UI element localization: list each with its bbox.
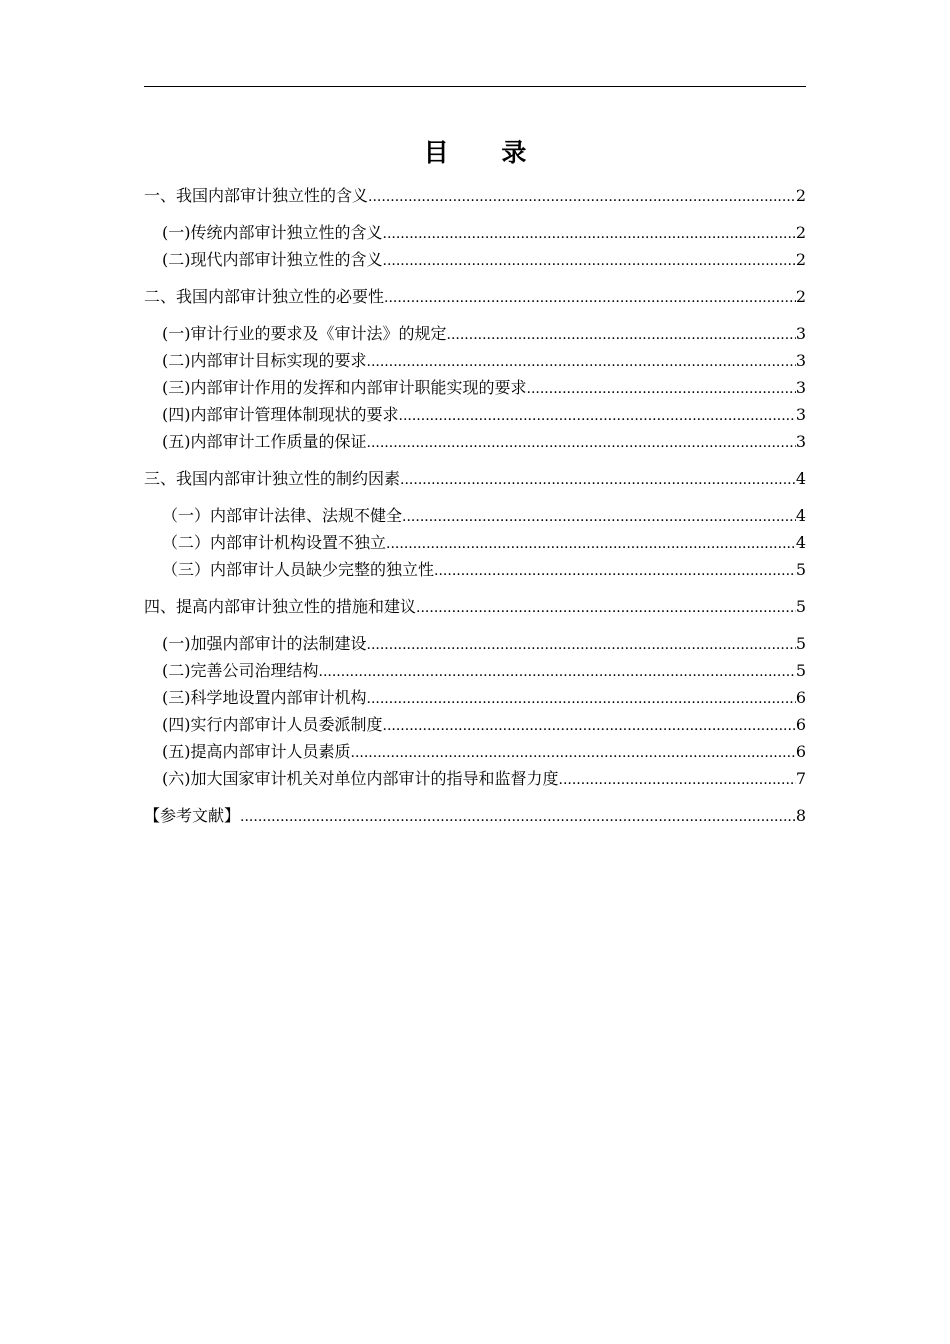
toc-leader-dots — [400, 468, 796, 493]
toc-leader-dots — [559, 768, 796, 793]
toc-page-number: 5 — [795, 634, 806, 653]
toc-leader-dots — [447, 323, 796, 348]
toc-leader-dots — [367, 633, 796, 658]
toc-page-number: 3 — [795, 351, 806, 370]
toc-entry-label: (二)完善公司治理结构 — [162, 661, 319, 680]
toc-leader-dots — [386, 532, 796, 557]
toc-page-number: 4 — [795, 469, 806, 488]
toc-entry[interactable] — [144, 658, 806, 685]
toc-entry[interactable] — [144, 348, 806, 375]
toc-entry-label: 三、我国内部审计独立性的制约因素 — [144, 469, 401, 488]
toc-entry-label: (三)科学地设置内部审计机构 — [162, 688, 367, 707]
toc-entry-label: （二）内部审计机构设置不独立 — [162, 533, 387, 552]
toc-page-number: 2 — [795, 287, 806, 306]
toc-page-number: 6 — [795, 742, 806, 761]
toc-entry-label: (一)传统内部审计独立性的含义 — [162, 223, 383, 242]
toc-page-number: 5 — [795, 560, 806, 579]
toc-entry[interactable] — [144, 375, 806, 402]
toc-leader-dots — [240, 805, 796, 830]
toc-page-number: 3 — [795, 378, 806, 397]
toc-entry[interactable] — [144, 402, 806, 429]
toc-entry[interactable] — [144, 429, 806, 456]
toc-leader-dots — [416, 596, 796, 621]
toc-entry[interactable] — [144, 712, 806, 739]
toc-entry-label: (六)加大国家审计机关对单位内部审计的指导和监督力度 — [162, 769, 559, 788]
toc-entry-label: (一)加强内部审计的法制建设 — [162, 634, 367, 653]
toc-entry[interactable] — [144, 685, 806, 712]
toc-leader-dots — [319, 660, 796, 685]
toc-entry[interactable] — [144, 466, 806, 493]
toc-page-number: 8 — [795, 806, 806, 825]
toc-page-number: 3 — [795, 324, 806, 343]
toc-entry[interactable] — [144, 803, 806, 830]
toc-page-number: 2 — [795, 186, 806, 205]
toc-entry-label: (五)内部审计工作质量的保证 — [162, 432, 367, 451]
toc-page-number: 5 — [795, 597, 806, 616]
table-of-contents — [144, 183, 806, 830]
toc-entry[interactable] — [144, 247, 806, 274]
toc-entry-label: 【参考文献】 — [144, 806, 241, 825]
toc-leader-dots — [367, 431, 796, 456]
toc-entry-label: 一、我国内部审计独立性的含义 — [144, 186, 369, 205]
toc-entry[interactable] — [144, 557, 806, 584]
toc-entry-label: (一)审计行业的要求及《审计法》的规定 — [162, 324, 447, 343]
toc-page-number: 4 — [795, 506, 806, 525]
toc-leader-dots — [383, 714, 796, 739]
toc-page-number: 3 — [795, 405, 806, 424]
toc-entry-label: (三)内部审计作用的发挥和内部审计职能实现的要求 — [162, 378, 527, 397]
header-rule — [144, 86, 806, 87]
toc-entry-label: （三）内部审计人员缺少完整的独立性 — [162, 560, 435, 579]
toc-entry-label: (四)实行内部审计人员委派制度 — [162, 715, 383, 734]
toc-entry[interactable] — [144, 766, 806, 793]
toc-leader-dots — [402, 505, 796, 530]
toc-entry[interactable] — [144, 503, 806, 530]
toc-leader-dots — [383, 249, 796, 274]
toc-leader-dots — [367, 687, 796, 712]
toc-leader-dots — [434, 559, 796, 584]
toc-entry[interactable] — [144, 594, 806, 621]
toc-leader-dots — [383, 222, 796, 247]
toc-entry[interactable] — [144, 284, 806, 311]
page-title: 目 录 — [423, 138, 549, 167]
toc-leader-dots — [384, 286, 796, 311]
toc-entry-label: 二、我国内部审计独立性的必要性 — [144, 287, 385, 306]
toc-entry-label: 四、提高内部审计独立性的措施和建议 — [144, 597, 417, 616]
toc-entry[interactable] — [144, 183, 806, 210]
toc-entry-label: （一）内部审计法律、法规不健全 — [162, 506, 403, 525]
toc-entry-label: (二)现代内部审计独立性的含义 — [162, 250, 383, 269]
toc-entry[interactable] — [144, 220, 806, 247]
toc-leader-dots — [367, 350, 796, 375]
toc-page-number: 2 — [795, 223, 806, 242]
toc-leader-dots — [368, 185, 796, 210]
toc-page-number: 5 — [795, 661, 806, 680]
toc-entry-label: (二)内部审计目标实现的要求 — [162, 351, 367, 370]
toc-leader-dots — [527, 377, 796, 402]
toc-page-number: 6 — [795, 688, 806, 707]
toc-entry[interactable] — [144, 631, 806, 658]
toc-leader-dots — [399, 404, 796, 429]
toc-entry[interactable] — [144, 739, 806, 766]
toc-entry[interactable] — [144, 530, 806, 557]
toc-entry-label: (五)提高内部审计人员素质 — [162, 742, 351, 761]
toc-entry-label: (四)内部审计管理体制现状的要求 — [162, 405, 399, 424]
toc-page-number: 2 — [795, 250, 806, 269]
toc-page-number: 6 — [795, 715, 806, 734]
toc-leader-dots — [351, 741, 796, 766]
toc-page-number: 7 — [795, 769, 806, 788]
toc-page-number: 4 — [795, 533, 806, 552]
toc-page-number: 3 — [795, 432, 806, 451]
toc-entry[interactable] — [144, 321, 806, 348]
